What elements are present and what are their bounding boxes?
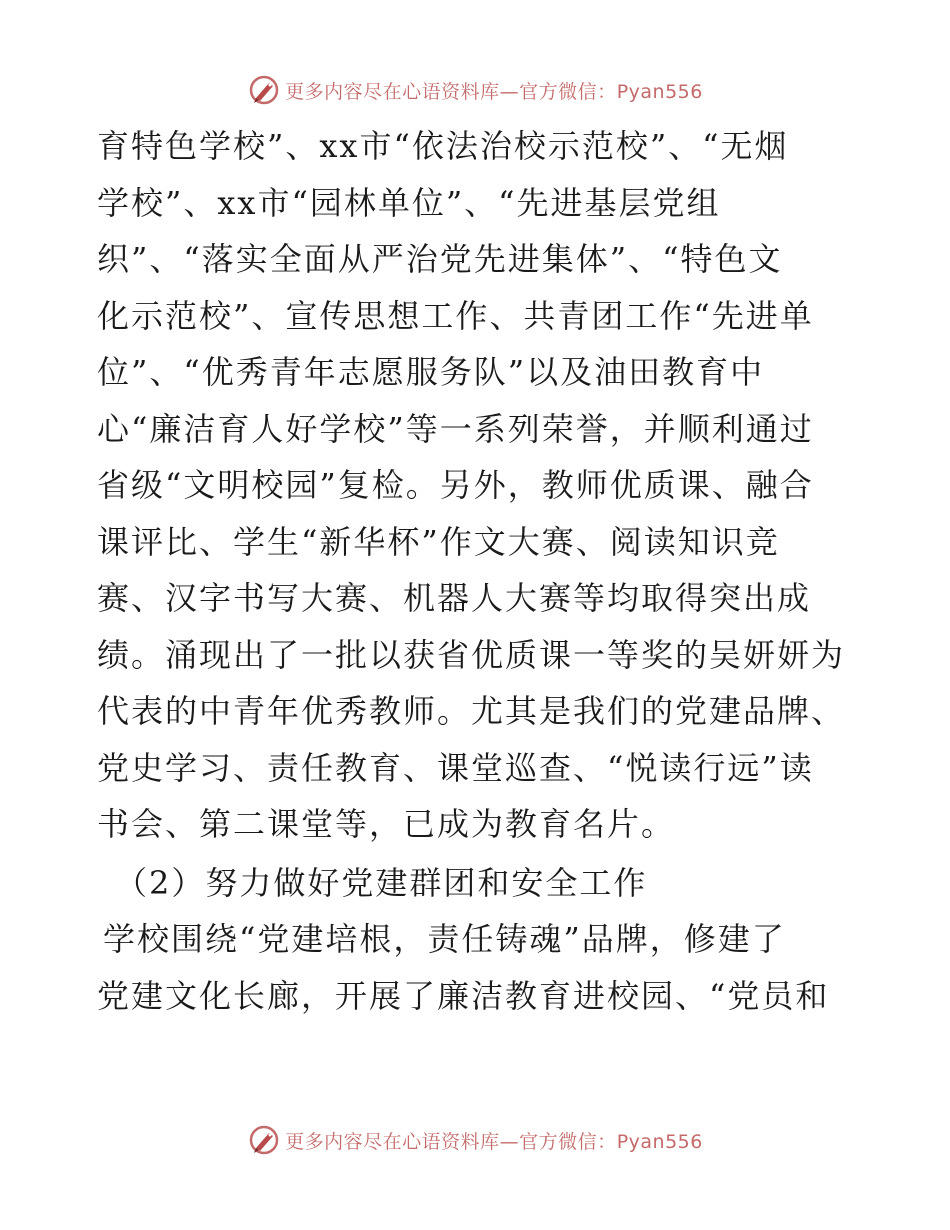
text-line: 赛、汉字书写大赛、机器人大赛等均取得突出成 [97, 579, 812, 617]
text-line: 化示范校”、宣传思想工作、共青团工作“先进单 [97, 296, 814, 335]
watermark-dash: — [499, 80, 520, 103]
text-line: 位”、“优秀青年志愿服务队”以及油田教育中 [97, 353, 765, 391]
text-line: 代表的中青年优秀教师。尤其是我们的党建品牌、 [97, 692, 846, 730]
watermark-text [285, 77, 703, 104]
pen-nib-logo-icon [247, 73, 281, 107]
header-watermark [0, 70, 950, 110]
watermark-wechat-id: Pyan556 [616, 80, 703, 103]
watermark-text [285, 1127, 703, 1154]
text-line: 育特色学校”、xx市“依法治校示范校”、“无烟 [97, 127, 789, 165]
text-line: 党史学习、责任教育、课堂巡查、“悦读行远”读 [97, 748, 814, 787]
footer-watermark [0, 1120, 950, 1160]
watermark-wechat-id: Pyan556 [616, 1130, 703, 1153]
text-line: 党建文化长廊，开展了廉洁教育进校园、“党员和 [97, 976, 830, 1015]
document-body [97, 118, 857, 1024]
paragraph-honors [97, 118, 857, 853]
text-line: 心“廉洁育人好学校”等一系列荣誉，并顺利通过 [97, 409, 814, 448]
watermark-wechat-label: 官方微信： [519, 80, 617, 103]
watermark-brand: 更多内容尽在心语资料库 [285, 1130, 500, 1153]
section-heading: （2）努力做好党建群团和安全工作 [115, 863, 648, 902]
text-line: 织”、“落实全面从严治党先进集体”、“特色文 [97, 240, 783, 278]
text-line: 绩。涌现出了一批以获省优质课一等奖的吴妍妍为 [97, 635, 846, 674]
text-line: 学校围绕“党建培根，责任铸魂”品牌，修建了 [103, 920, 786, 958]
text-line: 省级“文明校园”复检。另外，教师优质课、融合 [97, 466, 814, 504]
pen-nib-logo-icon [247, 1123, 281, 1157]
paragraph-party-building [97, 911, 857, 1024]
text-line: 书会、第二课堂等，已成为教育名片。 [97, 805, 676, 843]
watermark-dash: — [499, 1130, 520, 1153]
watermark-brand: 更多内容尽在心语资料库 [285, 80, 500, 103]
text-line: 学校”、xx市“园林单位”、“先进基层党组 [97, 183, 721, 222]
text-line: 课评比、学生“新华杯”作文大赛、阅读知识竞 [97, 522, 780, 561]
watermark-wechat-label: 官方微信： [519, 1130, 617, 1153]
